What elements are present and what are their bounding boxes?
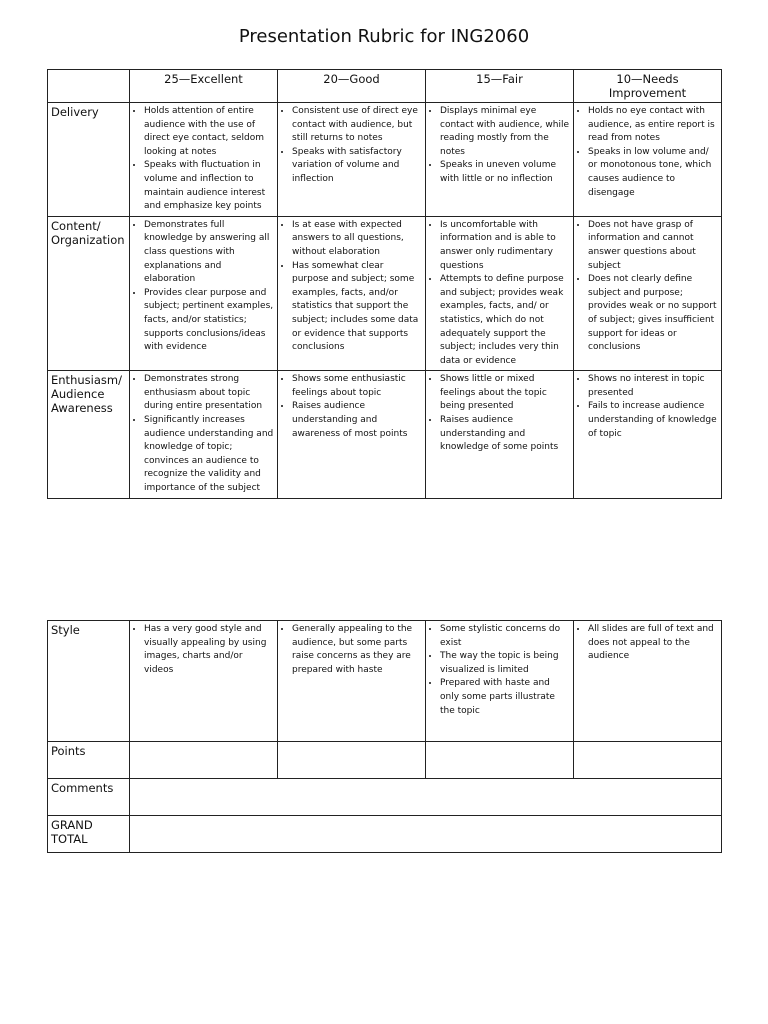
cell-delivery-fair — [426, 103, 574, 217]
page-title: Presentation Rubric for ING2060 — [238, 26, 530, 47]
table-row — [48, 371, 722, 498]
cell-style-fair — [426, 621, 574, 742]
criterion: • Significantly increases audience understanding and knowledge of topic; convinces an audience to recognize the validity and importance of the subject — [144, 414, 274, 496]
criterion: • Shows no interest in topic presented — [588, 373, 718, 400]
criterion: • Speaks in uneven volume with little or no inflection — [440, 159, 570, 186]
criterion: • Holds no eye contact with audience, as entire report is read from notes — [588, 105, 718, 146]
cell-content-good — [278, 216, 426, 371]
criterion: • Has a very good style and visually appealing by using images, charts and/or videos — [144, 623, 274, 677]
criterion: • Has somewhat clear purpose and subject; some examples, facts, and/or statistics that support the subject; includes some data or evidence that supports conclusions — [292, 260, 422, 355]
criterion: • Raises audience understanding and knowledge of some points — [440, 414, 570, 455]
table-row — [48, 816, 722, 853]
points-cell-needs-improvement[interactable] — [574, 742, 722, 779]
row-label-enthusiasm: Enthusiasm/ Audience Awareness — [48, 371, 130, 498]
criterion: • All slides are full of text and does not appeal to the audience — [588, 623, 718, 664]
criterion: • Speaks in low volume and/ or monotonous tone, which causes audience to disengage — [588, 146, 718, 200]
points-cell-excellent[interactable] — [130, 742, 278, 779]
col-header-fair: 15—Fair — [426, 70, 574, 103]
table-row — [48, 103, 722, 217]
criterion: • The way the topic is being visualized is limited — [440, 650, 570, 677]
points-cell-fair[interactable] — [426, 742, 574, 779]
criterion: • Is at ease with expected answers to all questions, without elaboration — [292, 219, 422, 260]
cell-content-excellent — [130, 216, 278, 371]
criterion: • Consistent use of direct eye contact with audience, but still returns to notes — [292, 105, 422, 146]
header-corner — [48, 70, 130, 103]
cell-content-fair — [426, 216, 574, 371]
criterion: • Provides clear purpose and subject; pertinent examples, facts, and/or statistics; supports conclusions/ideas with evidence — [144, 287, 274, 355]
row-label-style: Style — [48, 621, 130, 742]
criterion: • Fails to increase audience understanding of knowledge of topic — [588, 400, 718, 441]
table-row — [48, 216, 722, 371]
criterion: • Is uncomfortable with information and is able to answer only rudimentary questions — [440, 219, 570, 273]
criterion: • Speaks with satisfactory variation of volume and inflection — [292, 146, 422, 187]
criterion: • Some stylistic concerns do exist — [440, 623, 570, 650]
row-label-points: Points — [48, 742, 130, 779]
criterion: • Holds attention of entire audience with the use of direct eye contact, seldom looking at notes — [144, 105, 274, 159]
cell-enthusiasm-excellent — [130, 371, 278, 498]
cell-enthusiasm-good — [278, 371, 426, 498]
criterion: • Demonstrates strong enthusiasm about topic during entire presentation — [144, 373, 274, 414]
cell-style-good — [278, 621, 426, 742]
grand-total-cell[interactable] — [130, 816, 722, 853]
cell-style-needs-improvement — [574, 621, 722, 742]
criterion: • Shows some enthusiastic feelings about topic — [292, 373, 422, 400]
comments-cell[interactable] — [130, 779, 722, 816]
row-label-grand-total: GRAND TOTAL — [48, 816, 130, 853]
rubric-table-bottom — [47, 620, 722, 853]
cell-enthusiasm-fair — [426, 371, 574, 498]
col-header-needs-improvement: 10—Needs Improvement — [574, 70, 722, 103]
criterion: • Generally appealing to the audience, but some parts raise concerns as they are prepared with haste — [292, 623, 422, 677]
col-header-good: 20—Good — [278, 70, 426, 103]
rubric-table-top — [47, 69, 722, 499]
criterion: • Speaks with fluctuation in volume and inflection to maintain audience interest and emphasize key points — [144, 159, 274, 213]
table-row — [48, 621, 722, 742]
cell-style-excellent — [130, 621, 278, 742]
points-cell-good[interactable] — [278, 742, 426, 779]
cell-content-needs-improvement — [574, 216, 722, 371]
criterion: • Displays minimal eye contact with audience, while reading mostly from the notes — [440, 105, 570, 159]
criterion: • Shows little or mixed feelings about the topic being presented — [440, 373, 570, 414]
row-label-content-organization: Content/ Organization — [48, 216, 130, 371]
cell-delivery-needs-improvement — [574, 103, 722, 217]
criterion: • Demonstrates full knowledge by answering all class questions with explanations and elaboration — [144, 219, 274, 287]
criterion: • Raises audience understanding and awareness of most points — [292, 400, 422, 441]
row-label-delivery: Delivery — [48, 103, 130, 217]
table-row — [48, 742, 722, 779]
table-row — [48, 779, 722, 816]
col-header-excellent: 25—Excellent — [130, 70, 278, 103]
row-label-comments: Comments — [48, 779, 130, 816]
criterion: • Does not have grasp of information and cannot answer questions about subject — [588, 219, 718, 273]
cell-enthusiasm-needs-improvement — [574, 371, 722, 498]
cell-delivery-excellent — [130, 103, 278, 217]
criterion: • Prepared with haste and only some parts illustrate the topic — [440, 677, 570, 718]
cell-delivery-good — [278, 103, 426, 217]
header-row — [48, 70, 722, 103]
criterion: • Attempts to define purpose and subject; provides weak examples, facts, and/ or statistics, which do not adequately support the subject; includes very thin data or evidence — [440, 273, 570, 368]
criterion: • Does not clearly define subject and purpose; provides weak or no support of subject; gives insufficient support for ideas or conclusions — [588, 273, 718, 355]
